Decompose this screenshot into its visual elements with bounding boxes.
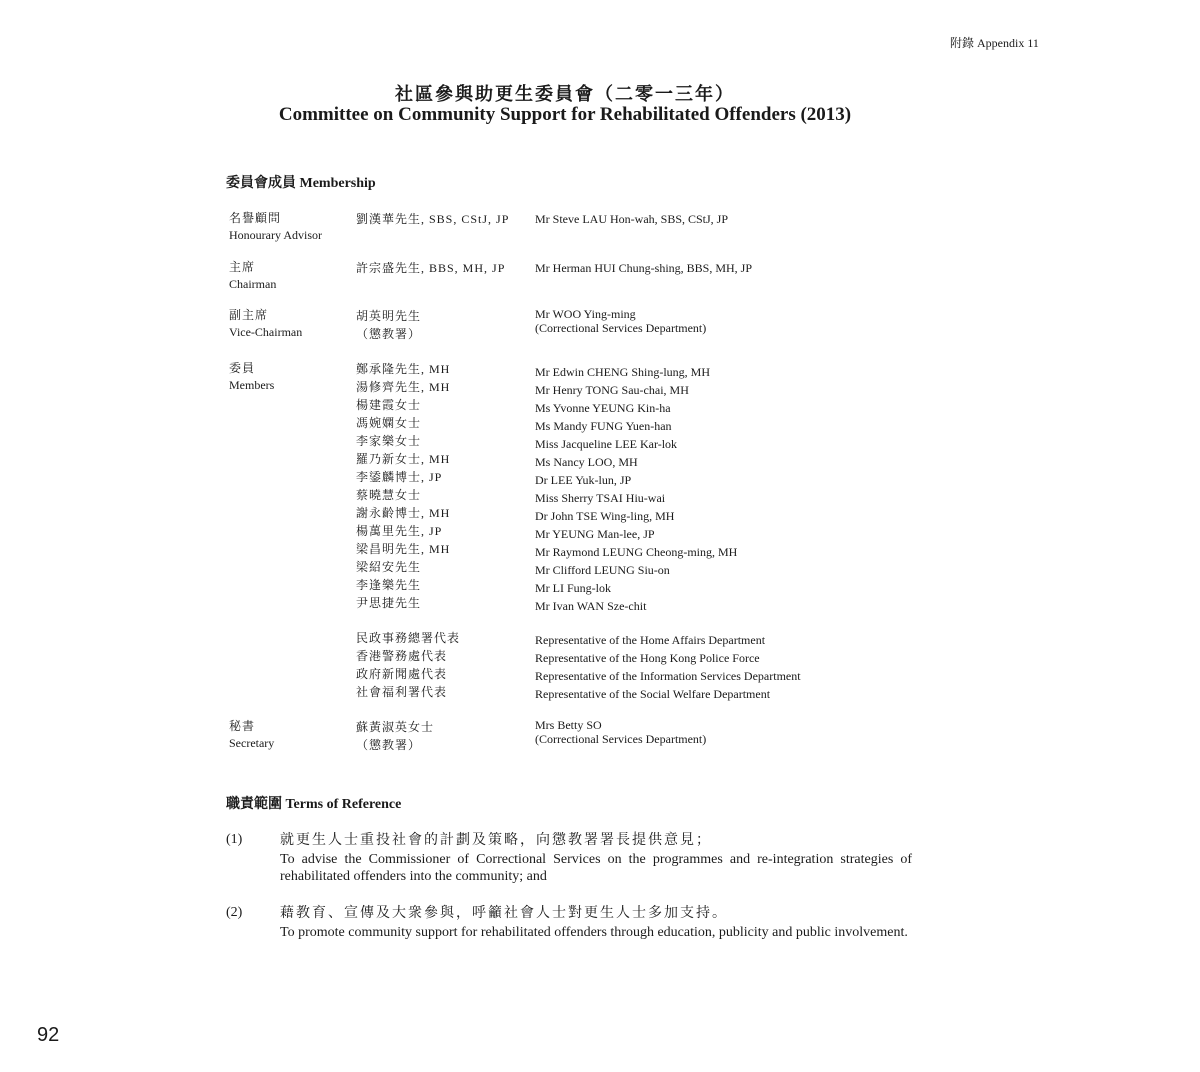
name-en: Representative of the Home Affairs Department xyxy=(535,633,766,647)
name-zh: 劉漢華先生, SBS, CStJ, JP xyxy=(356,212,510,226)
name-en: Mr Steve LAU Hon-wah, SBS, CStJ, JP xyxy=(535,212,729,226)
name-zh: 尹思捷先生 xyxy=(356,596,422,610)
name-en: Ms Mandy FUNG Yuen-han xyxy=(535,419,672,433)
page-title-en: Committee on Community Support for Rehabilitated Offenders (2013) xyxy=(278,104,852,125)
role-label xyxy=(229,259,349,293)
name-en: Mr WOO Ying-ming xyxy=(535,307,636,321)
name-en: (Correctional Services Department) xyxy=(535,732,707,746)
term-number: (2) xyxy=(226,905,243,920)
term-text-zh: 就更生人士重投社會的計劃及策略，向懲教署署長提供意見； xyxy=(280,833,712,848)
name-zh: 蔡曉慧女士 xyxy=(356,488,422,502)
names-zh xyxy=(356,629,536,701)
name-zh: 香港警務處代表 xyxy=(356,649,448,663)
name-zh: 羅乃新女士, MH xyxy=(356,452,451,466)
membership-heading: 委員會成員 Membership xyxy=(226,176,376,191)
role-label xyxy=(229,360,349,394)
role-label xyxy=(229,307,349,341)
name-zh: 蘇黃淑英女士 xyxy=(356,720,435,734)
name-en: Representative of the Information Services Department xyxy=(535,669,801,683)
names-zh xyxy=(356,210,536,228)
name-en: Representative of the Social Welfare Department xyxy=(535,687,771,701)
role-label xyxy=(229,718,349,752)
name-zh: 李家樂女士 xyxy=(356,434,422,448)
appendix-label: 附錄 Appendix 11 xyxy=(950,36,1039,50)
name-zh: 政府新聞處代表 xyxy=(356,667,448,681)
names-zh xyxy=(356,259,536,277)
terms-heading: 職責範圍 Terms of Reference xyxy=(226,797,402,812)
page-title-zh: 社區參與助更生委員會（二零一三年） xyxy=(395,84,735,104)
role-en: Secretary xyxy=(229,736,275,750)
name-zh: 梁昌明先生, MH xyxy=(356,542,451,556)
name-zh: 梁紹安先生 xyxy=(356,560,422,574)
names-en xyxy=(535,631,875,703)
name-en: Mr Edwin CHENG Shing-lung, MH xyxy=(535,365,711,379)
names-en xyxy=(535,718,875,746)
name-zh: （懲教署） xyxy=(356,738,422,752)
names-zh xyxy=(356,718,536,754)
term-body xyxy=(280,905,912,941)
name-en: Mr Clifford LEUNG Siu-on xyxy=(535,563,670,577)
name-zh: 楊萬里先生, JP xyxy=(356,524,443,538)
term-text-en: To advise the Commissioner of Correctional Services on the programmes and re-integration strategies of rehabilitated offenders into the community; and xyxy=(280,852,912,884)
role-zh: 秘書 xyxy=(229,719,256,733)
name-en: Dr John TSE Wing-ling, MH xyxy=(535,509,675,523)
name-en: Representative of the Hong Kong Police Force xyxy=(535,651,760,665)
name-zh: 鄭承隆先生, MH xyxy=(356,362,451,376)
term-number: (1) xyxy=(226,832,243,847)
name-en: Mr Raymond LEUNG Cheong-ming, MH xyxy=(535,545,738,559)
role-en: Chairman xyxy=(229,277,277,291)
name-zh: 社會福利署代表 xyxy=(356,685,448,699)
names-zh xyxy=(356,307,536,343)
page-number: 92 xyxy=(37,1024,60,1046)
name-en: Mr LI Fung-lok xyxy=(535,581,611,595)
role-zh: 委員 xyxy=(229,361,256,375)
name-zh: （懲教署） xyxy=(356,327,422,341)
names-en xyxy=(535,307,875,335)
name-en: Dr LEE Yuk-lun, JP xyxy=(535,473,632,487)
names-en xyxy=(535,210,875,228)
name-zh: 李鋈麟博士, JP xyxy=(356,470,443,484)
name-en: Mr Henry TONG Sau-chai, MH xyxy=(535,383,689,397)
name-zh: 胡英明先生 xyxy=(356,309,422,323)
names-zh xyxy=(356,360,536,612)
role-en: Members xyxy=(229,378,275,392)
term-text-zh: 藉教育、宣傳及大衆參與，呼籲社會人士對更生人士多加支持。 xyxy=(280,906,728,921)
name-zh: 謝永齡博士, MH xyxy=(356,506,451,520)
name-en: Mr YEUNG Man-lee, JP xyxy=(535,527,655,541)
name-en: Miss Sherry TSAI Hiu-wai xyxy=(535,491,666,505)
name-en: Mr Herman HUI Chung-shing, BBS, MH, JP xyxy=(535,261,753,275)
name-en: Ms Yvonne YEUNG Kin-ha xyxy=(535,401,671,415)
name-zh: 楊建霞女士 xyxy=(356,398,422,412)
name-en: Mr Ivan WAN Sze-chit xyxy=(535,599,647,613)
name-en: (Correctional Services Department) xyxy=(535,321,707,335)
role-en: Vice-Chairman xyxy=(229,325,303,339)
term-text-en: To promote community support for rehabilitated offenders through education, publicity and public involvement. xyxy=(280,925,908,940)
name-zh: 湯修齊先生, MH xyxy=(356,380,451,394)
name-zh: 民政事務總署代表 xyxy=(356,631,461,645)
names-en xyxy=(535,363,875,615)
role-zh: 名譽顧問 xyxy=(229,211,282,225)
role-en: Honourary Advisor xyxy=(229,228,322,242)
role-zh: 副主席 xyxy=(229,308,269,322)
role-zh: 主席 xyxy=(229,260,256,274)
name-zh: 李逢樂先生 xyxy=(356,578,422,592)
name-zh: 馮婉嫻女士 xyxy=(356,416,422,430)
name-en: Mrs Betty SO xyxy=(535,718,602,732)
role-label xyxy=(229,210,349,244)
name-en: Ms Nancy LOO, MH xyxy=(535,455,638,469)
name-zh: 許宗盛先生, BBS, MH, JP xyxy=(356,261,506,275)
names-en xyxy=(535,259,875,277)
name-en: Miss Jacqueline LEE Kar-lok xyxy=(535,437,678,451)
term-body xyxy=(280,832,912,885)
